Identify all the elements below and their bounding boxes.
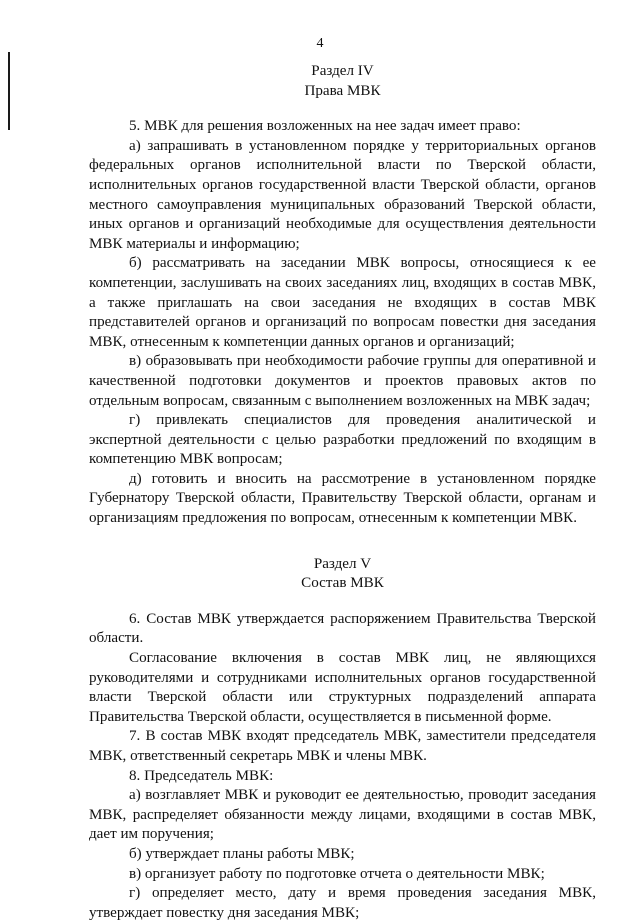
paragraph-8a: а) возглавляет МВК и руководит ее деятельностью, проводит заседания МВК, распределяет обязанности между лицами, входящими в состав МВК, дает им поручения; xyxy=(89,787,596,843)
section-iv-title: Права МВК xyxy=(304,82,381,99)
paragraph-7: 7. В состав МВК входят председатель МВК, заместители председателя МВК, ответственный секретарь МВК и члены МВК. xyxy=(89,728,596,764)
page-number: 4 xyxy=(316,36,324,51)
scan-margin-mark xyxy=(8,52,10,130)
paragraph-5b: б) рассматривать на заседании МВК вопросы, относящиеся к ее компетенции, заслушивать на своих заседаниях лиц, входящих в состав МВК, а также приглашать на свои заседания не входящих в состав МВК представителей органов и организаций по вопросам повестки дня заседания МВК, отнесенным к компетенции данных органов и организаций; xyxy=(89,255,596,350)
paragraph-5g: г) привлекать специалистов для проведения аналитической и экспертной деятельности с целью разработки предложений по входящим в компетенцию МВК вопросам; xyxy=(89,412,596,468)
section-iv-number: Раздел IV xyxy=(311,63,374,79)
section-v-number: Раздел V xyxy=(313,555,372,572)
paragraph-6-approval: Согласование включения в состав МВК лиц, не являющихся руководителями и сотрудниками исполнительных органов государственной власти Тверской области или структурных подразделений аппарата Правительства Тверской области, осуществляется в письменной форме. xyxy=(89,650,596,725)
section-iv xyxy=(89,62,596,529)
paragraph-5v: в) образовывать при необходимости рабочие группы для оперативной и качественной подготовки документов и проектов правовых актов по отдельным вопросам, связанным с выполнением возложенных на МВК задач; xyxy=(89,353,596,409)
paragraph-8g: г) определяет место, дату и время проведения заседания МВК, утверждает повестку дня заседания МВК; xyxy=(89,885,596,921)
paragraph-5d: д) готовить и вносить на рассмотрение в установленном порядке Губернатору Тверской области, Правительству Тверской области, органам и организациям предложения по вопросам, отнесенным к компетенции МВК. xyxy=(89,470,596,527)
paragraph-8v: в) организует работу по подготовке отчета о деятельности МВК; xyxy=(129,865,545,882)
paragraph-8b: б) утверждает планы работы МВК; xyxy=(129,845,355,862)
document-body xyxy=(89,62,596,923)
section-v xyxy=(89,555,596,923)
paragraph-6: 6. Состав МВК утверждается распоряжением Правительства Тверской области. xyxy=(89,610,596,647)
section-v-title: Состав МВК xyxy=(301,575,384,592)
paragraph-5a: а) запрашивать в установленном порядке у территориальных органов федеральных органов исполнительной власти по Тверской области, исполнительных органов государственной власти Тверской области, органов местного самоуправления муниципальных образований Тверской области, иных органов и организаций необходимые для осуществления деятельности МВК материалы и информацию; xyxy=(89,137,596,252)
paragraph-8-intro: 8. Председатель МВК: xyxy=(129,767,274,784)
paragraph-5-intro: 5. МВК для решения возложенных на нее задач имеет право: xyxy=(129,118,521,135)
